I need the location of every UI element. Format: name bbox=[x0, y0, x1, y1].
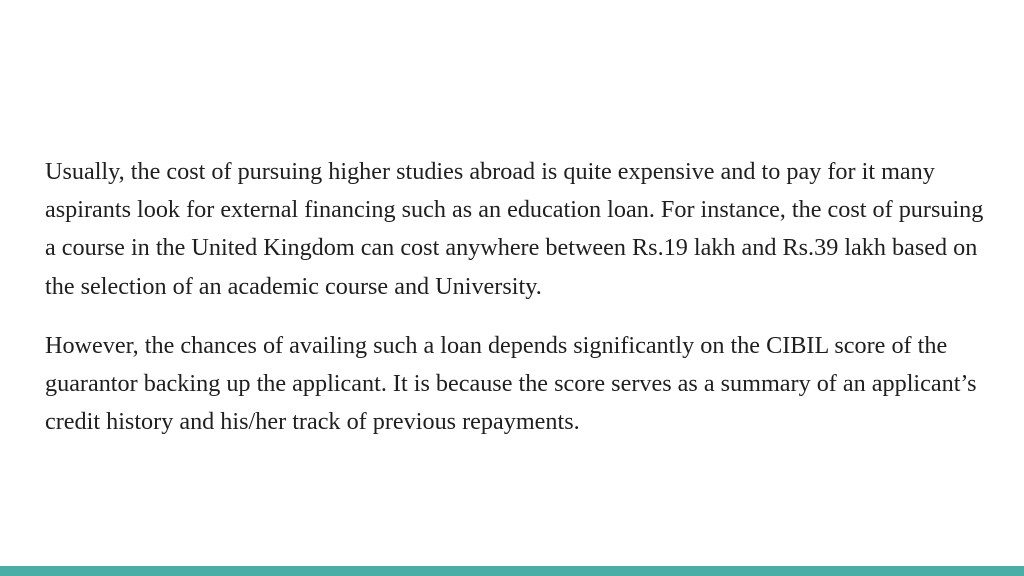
paragraph-cibil-score: However, the chances of availing such a loan depends significantly on the CIBIL score of the guarantor backing up the applicant. It is because the score serves as a summary of an applicant’s credit history and his/her track of previous repayments. bbox=[45, 331, 977, 436]
slide-body bbox=[45, 153, 990, 441]
bottom-accent-bar bbox=[0, 566, 1024, 576]
paragraph-cost-of-studies: Usually, the cost of pursuing higher studies abroad is quite expensive and to pay for it many aspirants look for external financing such as an education loan. For instance, the cost of pursuing a course in the United Kingdom can cost anywhere between Rs.19 lakh and Rs.39 lakh based on the selection of an academic course and University. bbox=[45, 158, 984, 300]
